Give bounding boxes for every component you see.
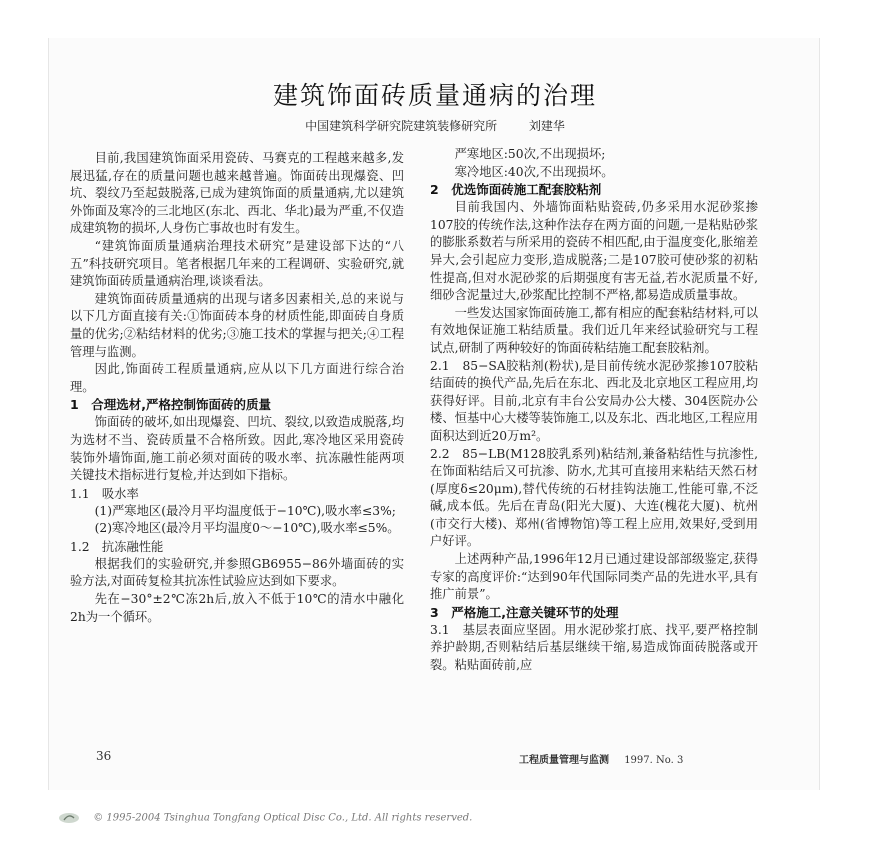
paragraph: 一些发达国家饰面砖施工,都有相应的配套粘结材料,可以有效地保证施工粘结质量。我们近几年来经试验研究与工程试点,研制了两种较好的饰面砖粘结施工配套胶粘剂。 xyxy=(430,305,758,355)
paragraph: 3.1 基层表面应坚固。用水泥砂浆打底、找平,要严格控制养护龄期,否则粘结后基层继续干缩,易造成饰面砖脱落或开裂。粘贴面砖前,应 xyxy=(430,622,758,673)
paragraph: “建筑饰面质量通病治理技术研究”是建设部下达的“八五”科技研究项目。笔者根据几年来的工程调研、实验研究,就建筑饰面砖质量通病治理,谈谈看法。 xyxy=(70,238,404,289)
author-institution: 中国建筑科学研究院建筑装修研究所 xyxy=(305,119,498,133)
paragraph: 2.1 85−SA胶粘剂(粉状),是目前传统水泥砂浆掺107胶粘结面砖的换代产品,先后在东北、西北及北京地区工程应用,均获得好评。目前,北京有丰台公安局办公大楼、304医院办公楼、恒基中心大楼等装饰施工,以及东北、西北地区,工程应用面积达到近20万m²。 xyxy=(430,358,758,443)
journal-name: 工程质量管理与监测 xyxy=(519,755,609,766)
section-heading: 1.2 抗冻融性能 xyxy=(70,539,164,554)
paragraph: 2.2 85−LB(M128胶乳系列)粘结剂,兼备粘结性与抗渗性,在饰面粘结后又可抗渗、防水,尤其可直接用来粘结天然石材(厚度δ≤20μm),替代传统的石材挂钩法施工,性能可靠,不泛碱,成本低。先后在青岛(阳光大厦)、大连(槐花大厦)、杭州(市交行大楼)、郑州(省博物馆)等工程上应用,效果好,受到用户好评。 xyxy=(430,446,758,549)
section-heading: 1 合理选材,严格控制饰面砖的质量 xyxy=(70,397,271,413)
paragraph: 先在−30°±2℃冻2h后,放入不低于10℃的清水中融化2h为一个循环。 xyxy=(70,592,404,624)
paragraph: (1)严寒地区(最冷月平均温度低于−10℃),吸水率≤3%; xyxy=(94,503,396,518)
byline xyxy=(0,117,870,134)
publisher-logo-icon xyxy=(58,812,80,824)
article-title: 建筑饰面砖质量通病的治理 xyxy=(272,81,597,110)
section-heading: 1.1 吸水率 xyxy=(70,486,139,501)
journal-footer xyxy=(519,751,683,766)
paragraph: 严寒地区:50次,不出现损坏; xyxy=(454,147,606,161)
paragraph: 目前,我国建筑饰面采用瓷砖、马赛克的工程越来越多,发展迅猛,存在的质量问题也越来越普遍。饰面砖出现爆瓷、凹坑、裂纹乃至起鼓脱落,已成为建筑饰面的质量通病,尤以建筑外饰面及寒冷的三北地区(东北、西北、华北)最为严重,不仅造成建筑物的损坏,人身伤亡事故也时有发生。 xyxy=(70,151,404,236)
copyright-notice xyxy=(58,812,472,824)
journal-issue: 1997. No. 3 xyxy=(624,755,684,766)
paragraph: 因此,饰面砖工程质量通病,应从以下几方面进行综合治理。 xyxy=(70,362,404,394)
paragraph: 饰面砖的破坏,如出现爆瓷、凹坑、裂纹,以致造成脱落,均为选材不当、瓷砖质量不合格所致。因此,寒冷地区采用瓷砖装饰外墙饰面,施工前必须对面砖的吸水率、抗冻融性能两项关键技术指标进行复检,并达到如下指标。 xyxy=(70,415,404,483)
paragraph: 寒冷地区:40次,不出现损坏。 xyxy=(454,164,614,179)
paragraph: (2)寒冷地区(最冷月平均温度0～−10℃),吸水率≤5%。 xyxy=(94,521,400,536)
section-heading: 2 优选饰面砖施工配套胶粘剂 xyxy=(430,182,602,198)
right-column xyxy=(430,146,758,675)
copyright-text: © 1995-2004 Tsinghua Tongfang Optical Disc Co., Ltd. All rights reserved. xyxy=(93,812,473,824)
author-name: 刘建华 xyxy=(528,119,565,133)
paragraph: 目前我国内、外墙饰面粘贴瓷砖,仍多采用水泥砂浆掺107胶的传统作法,这种作法存在两方面的问题,一是粘贴砂浆的膨胀系数若与所采用的瓷砖不相匹配,由于温度变化,胀缩差异大,会引起应力变形,造成脱落;二是107胶可使砂浆的初粘性提高,但对水泥砂浆的后期强度有害无益,若水泥质量不好,细砂含泥量过大,砂浆配比控制不严格,都易造成质量事故。 xyxy=(430,200,758,303)
left-column xyxy=(70,150,404,626)
paragraph: 建筑饰面砖质量通病的出现与诸多因素相关,总的来说与以下几方面直接有关:①饰面砖本身的材质性能,即面砖自身质量的优劣;②粘结材料的优劣;③施工技术的掌握与把关;④工程管理与监测。 xyxy=(70,291,404,359)
paragraph: 根据我们的实验研究,并参照GB6955−86外墙面砖的实验方法,对面砖复检其抗冻性试验应达到如下要求。 xyxy=(70,556,404,589)
page-number: 36 xyxy=(96,749,112,763)
section-heading: 3 严格施工,注意关键环节的处理 xyxy=(430,604,619,620)
paragraph: 上述两种产品,1996年12月已通过建设部部级鉴定,获得专家的高度评价:“达到90年代国际同类产品的先进水平,具有推广前景”。 xyxy=(430,552,758,602)
